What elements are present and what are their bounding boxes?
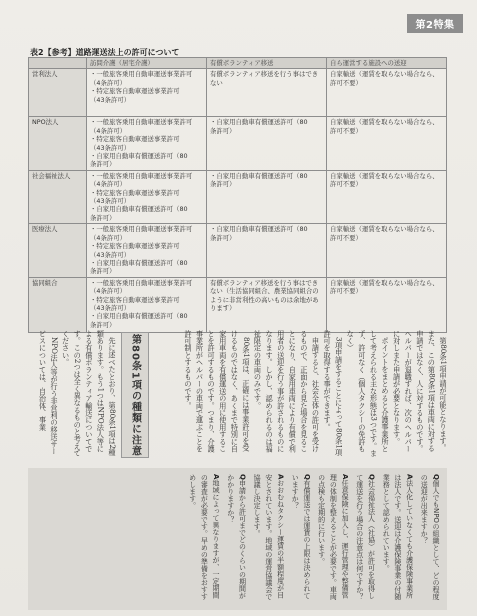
qa-answer bbox=[379, 474, 414, 604]
volunteer-cell bbox=[207, 277, 327, 332]
cell-line: ・自家用自動車有償運送許可（80 bbox=[210, 171, 308, 180]
qa-label: Q bbox=[367, 474, 376, 480]
cell-line: ・自家用自動車有償運送許可（80 bbox=[210, 118, 308, 127]
qa-text: おおむねタクシー運賃の半額程度が目安とされています。地域の運営協議会で協議し決定します。 bbox=[253, 474, 285, 600]
volunteer-cell bbox=[207, 69, 327, 117]
cell-line: 有償ボランティア移送を行う事はできない bbox=[210, 70, 319, 87]
article-body-left bbox=[28, 330, 118, 458]
qa-answer bbox=[250, 474, 285, 604]
table-caption: 表2【参考】道路運送法上の許可について bbox=[30, 48, 180, 57]
paragraph: 先に述べたとおり、第80条1項は2種類あります。もう1つはNPO法人等による有償ボランティア輸送についてです。この2つは全く異なるものと考えてください。 bbox=[61, 330, 117, 457]
qa-question bbox=[224, 474, 247, 604]
paragraph: ポイントをまとめると介護事業所として考えられる主な形態は3つです。まず、許可なく（個人タクシーの免許もなく） bbox=[346, 330, 391, 457]
cell-line: 条許可） bbox=[210, 180, 236, 189]
table-row bbox=[29, 170, 447, 223]
cell-line: ・自家用自動車有償運送許可（80 bbox=[90, 205, 188, 214]
qa-text: 地域によって異なりますが、一定期間の審査が必要です。早めの準備をおすすめします。 bbox=[188, 474, 221, 600]
cell-line: ・一般旅客乗用自動車運送事業許可 bbox=[90, 171, 193, 180]
transport-cell bbox=[327, 69, 447, 117]
table-row bbox=[29, 277, 447, 332]
cell-line: ・自家用自動車有償運送許可（80 bbox=[90, 312, 188, 321]
cell-line: 条許可） bbox=[90, 267, 116, 276]
entity-cell: 営利法人 bbox=[29, 69, 87, 117]
table-row bbox=[29, 117, 447, 170]
cell-line: 自家輸送（運賃を取らない場合なら、許可不要） bbox=[330, 70, 439, 87]
qa-label: A bbox=[212, 474, 221, 480]
qa-question bbox=[289, 474, 312, 604]
transport-cell bbox=[327, 277, 447, 332]
qa-answer bbox=[315, 474, 350, 604]
cell-line: 自家輸送（運賃を取らない場合なら、許可不要） bbox=[330, 225, 439, 242]
qa-answer bbox=[186, 474, 221, 604]
table-row bbox=[29, 69, 447, 117]
cell-line: （43条許可） bbox=[90, 250, 131, 259]
cell-line: 条許可） bbox=[210, 126, 236, 135]
cell-line: （43条許可） bbox=[90, 303, 131, 312]
cell-line: （4条許可） bbox=[90, 287, 127, 296]
cell-line: ・一般旅客乗用自動車運送事業許可 bbox=[90, 118, 193, 127]
cell-line: 有償ボランティア移送を行う事はできない（生活協同組合、農業協同組合のように非営利性の高いものは余地があります） bbox=[210, 278, 319, 312]
paragraph: 申請すると、社会全体の許可を受けるもので、正面から見た場合を見ることになり、自家用車両により有償で利用者の送迎を行う事が許されるものになります。しかし、認められるのは福祉限定の車両のみです。 bbox=[253, 330, 321, 453]
cell-line: 自家輸送（運賃を取らない場合なら、許可不要） bbox=[330, 171, 439, 189]
qa-label: A bbox=[341, 474, 350, 480]
cell-line: ・特定旅客自動車運送事業許可 bbox=[90, 87, 180, 96]
cell-line: （43条許可） bbox=[90, 143, 131, 152]
paragraph: 3項申請をすることによって80条1項許可を取得する事ができます。 bbox=[323, 330, 344, 457]
paragraph: NPO法人等が行う非営利の移送サービスについては、自治体、事業 bbox=[38, 330, 60, 456]
table-row bbox=[29, 224, 447, 277]
qa-label: A bbox=[276, 474, 285, 480]
qa-text: 有償運送では運賃の上限は決められていますか？ bbox=[291, 474, 311, 599]
cell-line: ・自家用自動車有償運送許可（80 bbox=[90, 258, 188, 267]
transport-cell bbox=[327, 224, 447, 277]
cell-line: ・特定旅客自動車運送事業許可 bbox=[90, 135, 180, 144]
table-body bbox=[29, 69, 447, 332]
volunteer-cell bbox=[207, 117, 327, 170]
col-header-blank bbox=[29, 58, 87, 69]
cell-line: （43条許可） bbox=[90, 197, 131, 206]
entity-cell: 社会福祉法人 bbox=[29, 170, 87, 223]
transport-cell bbox=[327, 117, 447, 170]
qa-list bbox=[183, 474, 441, 604]
cell-line: ・特定旅客自動車運送事業許可 bbox=[90, 188, 180, 197]
paragraph: 第80条1項申請が可能となります。また、この第80条1項は車両に対する申請ではなく、人に対するものです。ヘルパーが退職すれば、次のヘルパーに対しまた申請が必要となります。 bbox=[392, 330, 448, 453]
cell-line: ・一般旅客乗用自動車運送事業許可 bbox=[90, 70, 193, 79]
kaigo-cell bbox=[87, 170, 207, 223]
qa-text: 個人でもNPOの組織として、どの程度の送迎が出来ますか？ bbox=[420, 474, 440, 600]
cell-line: （4条許可） bbox=[90, 180, 127, 189]
col-header-kaigo: 訪問介護（居宅介護） bbox=[87, 58, 207, 69]
qa-label: Q bbox=[238, 474, 247, 480]
section-tag: 第2特集 bbox=[407, 14, 463, 33]
cell-line: 条許可） bbox=[90, 320, 116, 329]
qa-question bbox=[353, 474, 376, 604]
cell-line: 条許可） bbox=[90, 160, 116, 169]
qa-label: A bbox=[405, 474, 414, 480]
cell-line: 条許可） bbox=[210, 233, 236, 242]
entity-cell: NPO法人 bbox=[29, 117, 87, 170]
cell-line: 条許可） bbox=[90, 213, 116, 222]
transport-cell bbox=[327, 170, 447, 223]
section-heading: 第80条1項の種類に注意 bbox=[121, 332, 149, 458]
kaigo-cell bbox=[87, 277, 207, 332]
permit-table bbox=[28, 57, 447, 333]
cell-line: 自家輸送（運賃を取らない場合なら、許可不要） bbox=[330, 278, 439, 296]
paragraph: 80条1項は、正確には事業許可を受けるものではなく、あくまで特別に自家用車両を有償運送の用に使用することを許可するものです。つまり、介護事業所がヘルパーの車両で運ぶことを許可制とするものです。 bbox=[183, 330, 251, 453]
cell-line: （4条許可） bbox=[90, 233, 127, 242]
qa-text: 申請から許可までどのくらいの期間がかかりますか？ bbox=[226, 474, 247, 599]
cell-line: ・一般旅客乗用自動車運送事業許可 bbox=[90, 278, 193, 287]
qa-text: 任意保険に加入し、運行管理や整備管理の体制を整えることが必要です。車両の点検も定期的に行います。 bbox=[317, 474, 350, 600]
cell-line: ・特定旅客自動車運送事業許可 bbox=[90, 242, 180, 251]
cell-line: 自家輸送（運賃を取らない場合なら、許可不要） bbox=[330, 118, 439, 135]
table-header-row bbox=[29, 58, 447, 69]
kaigo-cell bbox=[87, 69, 207, 117]
entity-cell: 協同組合 bbox=[29, 277, 87, 332]
qa-text: 法人化していなくても介護保険事業所は法人です。送迎は介護保険事業の付随業務として認められています。 bbox=[382, 474, 414, 600]
cell-line: ・自家用自動車有償運送許可（80 bbox=[210, 225, 308, 234]
entity-cell: 医療法人 bbox=[29, 224, 87, 277]
cell-line: （43条許可） bbox=[90, 95, 131, 104]
col-header-transport: 自ら運営する施設への送迎 bbox=[327, 58, 447, 69]
qa-section bbox=[28, 468, 447, 610]
qa-label: Q bbox=[302, 474, 311, 480]
volunteer-cell bbox=[207, 170, 327, 223]
kaigo-cell bbox=[87, 117, 207, 170]
qa-question bbox=[418, 474, 441, 604]
qa-text: 社会福祉法人（社協）が許可を取得して運送を行う場合の注意点は何ですか？ bbox=[355, 474, 376, 600]
cell-line: ・特定旅客自動車運送事業許可 bbox=[90, 295, 180, 304]
article-body-right bbox=[155, 330, 449, 458]
cell-line: （4条許可） bbox=[90, 78, 127, 87]
cell-line: ・一般旅客乗用自動車運送事業許可 bbox=[90, 225, 193, 234]
col-header-volunteer: 有償ボランティア移送 bbox=[207, 58, 327, 69]
cell-line: ・自家用自動車有償運送許可（80 bbox=[90, 152, 188, 161]
volunteer-cell bbox=[207, 224, 327, 277]
cell-line: （4条許可） bbox=[90, 126, 127, 135]
kaigo-cell bbox=[87, 224, 207, 277]
qa-label: Q bbox=[432, 474, 440, 480]
